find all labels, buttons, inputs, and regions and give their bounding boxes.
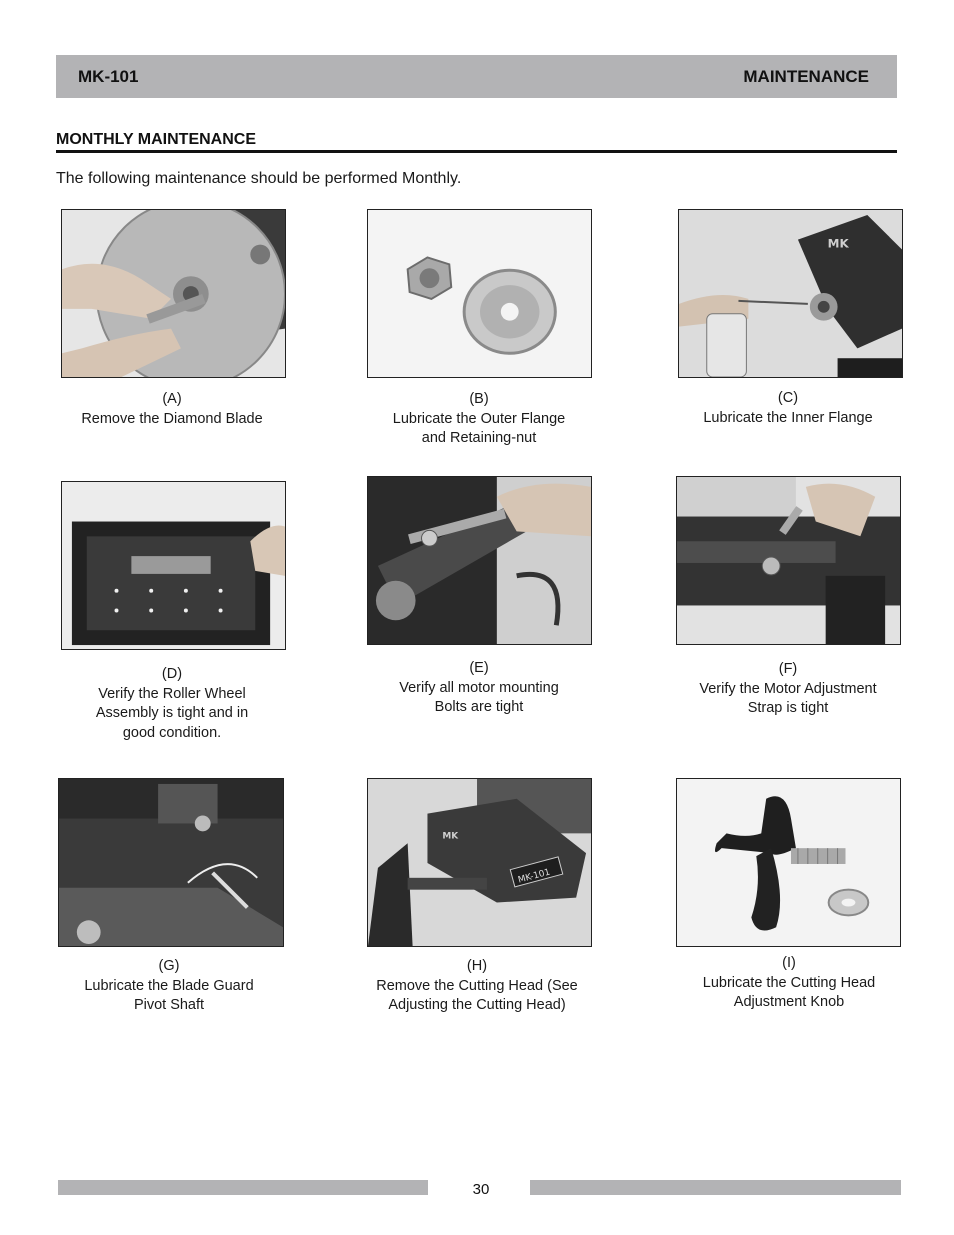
photo-e-motor-bolts xyxy=(367,476,592,645)
footer-bar-right xyxy=(530,1180,901,1195)
caption-b: (B) Lubricate the Outer Flange and Retaining-nut xyxy=(392,391,566,446)
photo-c-inner-flange xyxy=(678,209,903,378)
caption-i: (I) Lubricate the Cutting Head Adjustment Knob xyxy=(702,955,876,1010)
footer-bar-left xyxy=(58,1180,428,1195)
photo-i-adjustment-knob xyxy=(676,778,901,947)
caption-e: (E) Verify all motor mounting Bolts are tight xyxy=(399,660,559,715)
caption-c: (C) Lubricate the Inner Flange xyxy=(703,390,873,426)
intro-text: The following maintenance should be performed Monthly. xyxy=(56,170,462,187)
photo-a-remove-blade xyxy=(61,209,286,378)
caption-d: (D) Verify the Roller Wheel Assembly is tight and in good condition. xyxy=(95,666,249,741)
mk-logo: MK xyxy=(442,831,459,842)
model-name: MK-101 xyxy=(78,66,139,86)
photo-f-motor-strap xyxy=(676,476,901,645)
caption-h: (H) Remove the Cutting Head (See Adjusting the Cutting Head) xyxy=(376,958,578,1013)
photo-g-pivot-shaft xyxy=(58,778,284,947)
photo-d-roller-wheel xyxy=(61,481,286,650)
caption-a: (A) Remove the Diamond Blade xyxy=(81,391,263,427)
mk-101-badge: MK-101 xyxy=(517,867,552,886)
section-name: MAINTENANCE xyxy=(743,66,869,86)
photo-h-remove-cutting-head xyxy=(367,778,592,947)
caption-f: (F) Verify the Motor Adjustment Strap is tight xyxy=(699,661,877,716)
header-bar xyxy=(56,55,897,98)
caption-g: (G) Lubricate the Blade Guard Pivot Shaft xyxy=(84,958,254,1013)
page-number: 30 xyxy=(472,1181,490,1198)
photo-b-flange-and-nut xyxy=(367,209,592,378)
section-title: MONTHLY MAINTENANCE xyxy=(56,131,897,153)
mk-logo: MK xyxy=(827,236,849,251)
